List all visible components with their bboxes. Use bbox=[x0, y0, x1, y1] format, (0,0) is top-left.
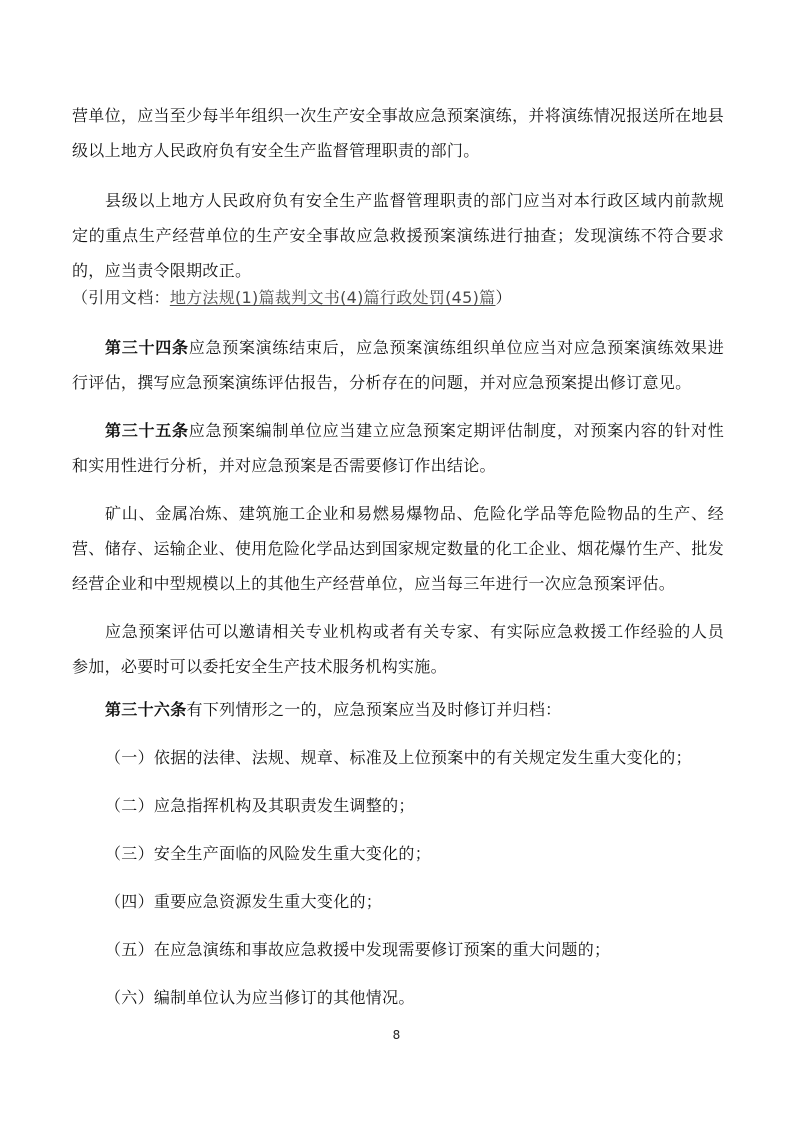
article-35-number: 第三十五条 bbox=[105, 421, 189, 440]
article-35-text: 应急预案编制单位应当建立应急预案定期评估制度，对预案内容的针对性和实用性进行分析，并对应急预案是否需要修订作出结论。 bbox=[72, 421, 724, 475]
citation-link[interactable]: 地方法规(1)篇裁判文书(4)篇行政处罚(45)篇 bbox=[169, 288, 496, 307]
paragraph-drill-frequency: 营单位，应当至少每半年组织一次生产安全事故应急预案演练，并将演练情况报送所在地县级以上地方人民政府负有安全生产监督管理职责的部门。 bbox=[72, 106, 725, 160]
article-36-number: 第三十六条 bbox=[105, 700, 187, 719]
article-34-text: 应急预案演练结束后，应急预案演练组织单位应当对应急预案演练效果进行评估，撰写应急预案演练评估报告，分析存在的问题，并对应急预案提出修订意见。 bbox=[72, 338, 724, 392]
list-item: （二）应急指挥机构及其职责发生调整的； bbox=[105, 796, 415, 815]
list-item: （四）重要应急资源发生重大变化的； bbox=[105, 892, 383, 911]
paragraph-assessment-experts: 应急预案评估可以邀请相关专业机构或者有关专家、有实际应急救援工作经验的人员参加，必要时可以委托安全生产技术服务机构实施。 bbox=[72, 622, 724, 676]
list-item: （六）编制单位认为应当修订的其他情况。 bbox=[105, 988, 415, 1007]
list-item: （一）依据的法律、法规、规章、标准及上位预案中的有关规定发生重大变化的； bbox=[105, 748, 692, 767]
article-34-number: 第三十四条 bbox=[105, 338, 189, 357]
citation bbox=[72, 283, 512, 313]
article-36-text: 有下列情形之一的，应急预案应当及时修订并归档： bbox=[186, 700, 562, 719]
paragraph-inspection: 县级以上地方人民政府负有安全生产监督管理职责的部门应当对本行政区域内前款规定的重点生产经营单位的生产安全事故应急救援预案演练进行抽查；发现演练不符合要求的，应当责令限期改正。 bbox=[72, 191, 724, 280]
paragraph-mines-assessment: 矿山、金属冶炼、建筑施工企业和易燃易爆物品、危险化学品等危险物品的生产、经营、储存、运输企业、使用危险化学品达到国家规定数量的化工企业、烟花爆竹生产、批发经营企业和中型规模以上的其他生产经营单位，应当每三年进行一次应急预案评估。 bbox=[72, 504, 725, 593]
list-item: （五）在应急演练和事故应急救援中发现需要修订预案的重大问题的； bbox=[105, 940, 611, 959]
article-34 bbox=[72, 330, 724, 400]
page-number: 8 bbox=[392, 1028, 401, 1042]
list-item: （三）安全生产面临的风险发生重大变化的； bbox=[105, 844, 432, 863]
citation-prefix: （引用文档： bbox=[72, 288, 170, 307]
citation-suffix: ） bbox=[495, 288, 512, 307]
article-36 bbox=[72, 692, 724, 727]
article-35 bbox=[72, 413, 724, 483]
